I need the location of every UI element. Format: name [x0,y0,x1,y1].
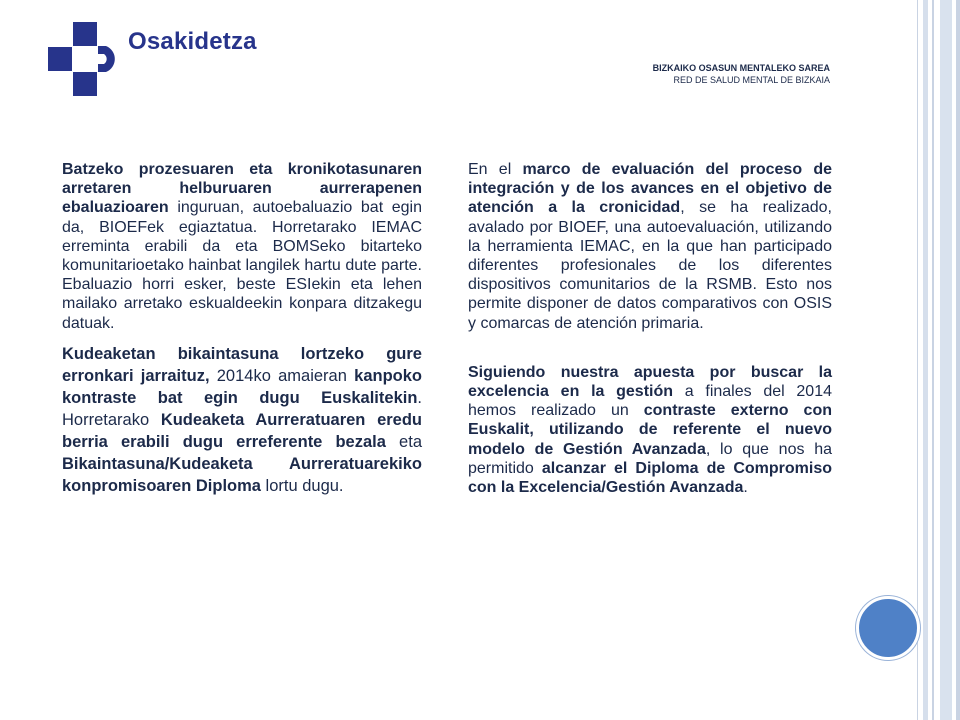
brand-name: Osakidetza [128,28,257,55]
text: . [743,479,748,497]
text: 2014ko amaieran [209,366,355,385]
bold-text: Kudeaketa Aurreratuaren eredu berria erabili dugu erreferente bezala [62,410,422,451]
frame-line [956,0,960,720]
bold-text: contraste externo con Euskalit, utilizando de referente el nuevo modelo de Gestión Avanzada [468,402,833,458]
decorative-circle [856,596,920,660]
frame-line [917,0,918,720]
text: inguruan, autoebaluazio bat egin da, BIOEFek egiaztatua. Horretarako IEMAC erreminta erabili da eta BOMSeko bitarteko komunitarioetako hainbat langilek hartu dute parte. Ebaluazio horri esker, beste ESIekin eta lehen mailako arretako eskualdeekin konpara ditzakegu datuak. [62,199,422,332]
text: . Horretarako [62,388,422,429]
text: , se ha realizado, avalado por BIOEF, una autoevaluación, utilizando la herramienta IEMAC, en la que han participado diferentes profesionales de los diferentes dispositivos comunitarios de la RSMB. Esto nos permite disponer de datos comparativos con OSIS y comarcas de atención primaria. [468,199,832,332]
osakidetza-logo-icon [48,22,128,96]
frame-line [932,0,934,720]
bold-text: Siguiendo nuestra apuesta por buscar la excelencia en la gestión [468,363,832,401]
text: , lo que nos ha permitido [468,440,833,477]
spanish-paragraph-excellence [468,363,832,497]
bold-text: Batzeko prozesuaren eta kronikotasunaren arretaren helburuaren aurrerapenen ebaluazioaren [62,161,422,217]
text: a finales del 2014 hemos realizado un [468,383,833,420]
basque-paragraph-excellence [62,343,422,497]
text: lortu dugu. [260,476,344,495]
bold-text: Bikaintasuna/Kudeaketa Aurreratuarekiko konpromisoaren Diploma [62,454,422,495]
organization-header [653,62,830,86]
spanish-paragraph-evaluation [468,160,832,333]
spanish-column [468,160,832,497]
bold-text: marco de evaluación del proceso de integración y de los avances en el objetivo de atención a la cronicidad [468,161,832,217]
basque-column [62,160,422,497]
basque-paragraph-evaluation [62,160,422,333]
bold-text: kanpoko kontraste bat egin dugu Euskalitekin [62,366,422,407]
frame-line [940,0,952,720]
text: En el [468,161,523,178]
org-line-basque: BIZKAIKO OSASUN MENTALEKO SAREA [652,63,830,73]
org-line-spanish: RED DE SALUD MENTAL DE BIZKAIA [673,75,830,85]
text: eta [385,432,422,451]
frame-line [923,0,928,720]
bold-text: Kudeaketan bikaintasuna lortzeko gure erronkari jarraituz, [62,344,422,385]
bold-text: alcanzar el Diploma de Compromiso con la Excelencia/Gestión Avanzada [468,459,832,497]
